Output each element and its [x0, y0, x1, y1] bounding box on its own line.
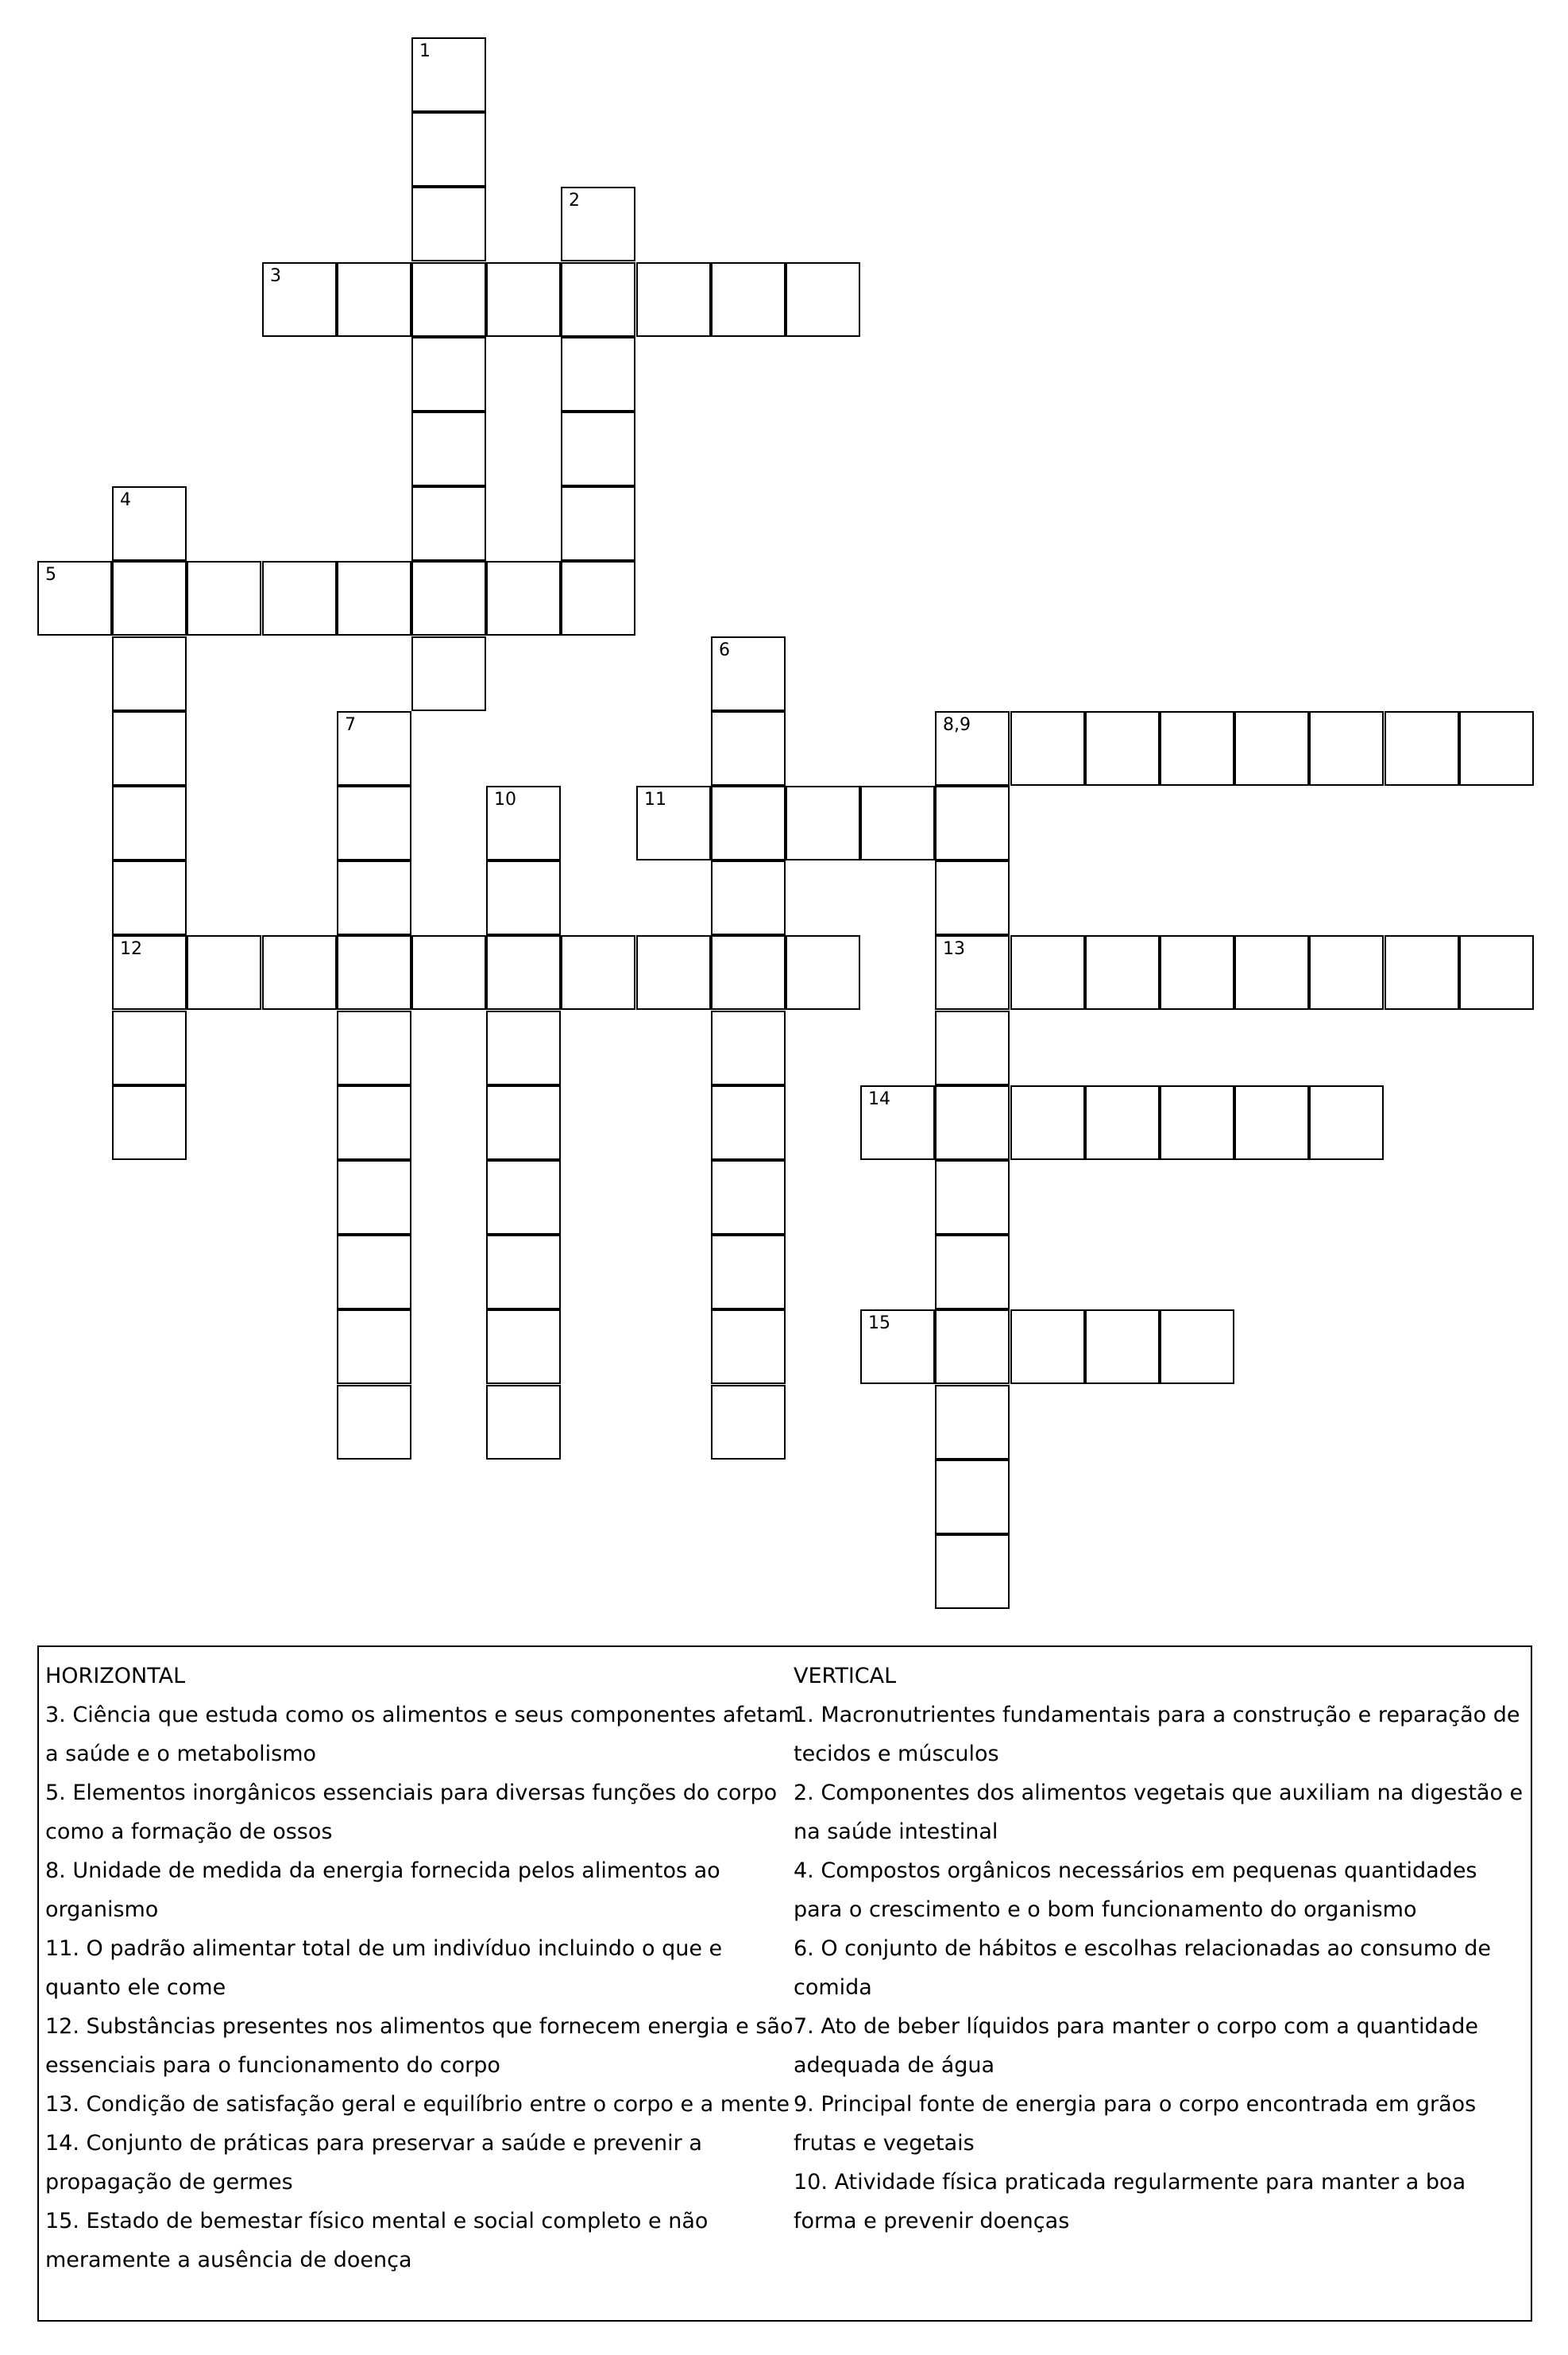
- clue-h14: 14. Conjunto de práticas para preservar a saúde e prevenir a propagação de germes: [45, 2131, 702, 2195]
- grid-cell[interactable]: [112, 486, 187, 561]
- grid-cell[interactable]: [711, 786, 786, 860]
- grid-cell[interactable]: [711, 1011, 786, 1085]
- grid-cell[interactable]: [561, 337, 635, 412]
- grid-cell[interactable]: [711, 1235, 786, 1309]
- grid-cell[interactable]: [37, 561, 112, 636]
- grid-cell[interactable]: [1085, 935, 1160, 1010]
- grid-cell[interactable]: [112, 1085, 187, 1160]
- grid-cell[interactable]: [561, 486, 635, 561]
- clue-v4: 4. Compostos orgânicos necessários em pequenas quantidades para o crescimento e o bom funcionamento do organismo: [794, 1858, 1477, 1922]
- clue-h12: 12. Substâncias presentes nos alimentos que fornecem energia e são essenciais para o funcionamento do corpo: [45, 2014, 794, 2078]
- clue-number: 6: [719, 640, 730, 660]
- grid-cell[interactable]: [561, 412, 635, 486]
- clue-v6: 6. O conjunto de hábitos e escolhas relacionadas ao consumo de comida: [794, 1936, 1491, 2000]
- clue-number: 8,9: [943, 715, 971, 735]
- grid-cell[interactable]: [262, 935, 337, 1010]
- clue-v2: 2. Componentes dos alimentos vegetais que auxiliam na digestão e na saúde intestinal: [794, 1781, 1524, 1844]
- clue-number: 3: [270, 266, 281, 286]
- clue-v1: 1. Macronutrientes fundamentais para a construção e reparação de tecidos e músculos: [794, 1703, 1520, 1766]
- grid-cell[interactable]: [262, 561, 337, 636]
- clue-h5: 5. Elementos inorgânicos essenciais para diversas funções do corpo como a formação de ossos: [45, 1781, 778, 1844]
- grid-cell[interactable]: [486, 561, 561, 636]
- grid-cell[interactable]: [561, 935, 635, 1010]
- grid-cell[interactable]: [337, 1309, 411, 1384]
- grid-cell[interactable]: [786, 786, 860, 860]
- grid-cell[interactable]: [1160, 711, 1234, 786]
- clue-box: [37, 1645, 1532, 2322]
- grid-cell[interactable]: [1309, 935, 1384, 1010]
- clue-h15: 15. Estado de bemestar físico mental e social completo e não meramente a ausência de doença: [45, 2209, 709, 2272]
- grid-cell[interactable]: [1234, 711, 1309, 786]
- grid-cell[interactable]: [1160, 935, 1234, 1010]
- clue-h3: 3. Ciência que estuda como os alimentos e seus componentes afetam a saúde e o metabolismo: [45, 1703, 799, 1766]
- grid-cell[interactable]: [337, 262, 411, 337]
- grid-cell[interactable]: [1010, 1085, 1085, 1160]
- grid-cell[interactable]: [1160, 1309, 1234, 1384]
- grid-cell[interactable]: [112, 636, 187, 711]
- grid-cell[interactable]: [935, 1085, 1010, 1160]
- grid-cell[interactable]: [1085, 711, 1160, 786]
- grid-cell[interactable]: [935, 1460, 1010, 1534]
- grid-cell[interactable]: [486, 1235, 561, 1309]
- grid-cell[interactable]: [112, 786, 187, 860]
- grid-cell[interactable]: [1085, 1085, 1160, 1160]
- clue-h8: 8. Unidade de medida da energia fornecida pelos alimentos ao organismo: [45, 1858, 720, 1922]
- grid-cell[interactable]: [860, 1309, 935, 1384]
- grid-cell[interactable]: [337, 1160, 411, 1235]
- clue-h13: 13. Condição de satisfação geral e equilíbrio entre o corpo e a mente: [45, 2092, 790, 2117]
- grid-cell[interactable]: [337, 1011, 411, 1085]
- grid-cell[interactable]: [486, 1011, 561, 1085]
- horizontal-clues: [45, 1657, 800, 2280]
- grid-cell[interactable]: [411, 262, 486, 337]
- horizontal-title: HORIZONTAL: [45, 1664, 186, 1688]
- grid-cell[interactable]: [337, 1235, 411, 1309]
- grid-cell[interactable]: [561, 262, 635, 337]
- grid-cell[interactable]: [337, 711, 411, 786]
- grid-cell[interactable]: [486, 1085, 561, 1160]
- clue-number: 5: [45, 565, 56, 585]
- grid-cell[interactable]: [486, 786, 561, 860]
- grid-cell[interactable]: [935, 860, 1010, 935]
- clue-v7: 7. Ato de beber líquidos para manter o corpo com a quantidade adequada de água: [794, 2014, 1478, 2078]
- grid-cell[interactable]: [1309, 711, 1384, 786]
- grid-cell[interactable]: [636, 935, 711, 1010]
- grid-cell[interactable]: [486, 1160, 561, 1235]
- grid-cell[interactable]: [711, 1085, 786, 1160]
- clue-number: 11: [644, 790, 666, 810]
- grid-cell[interactable]: [711, 636, 786, 711]
- grid-cell[interactable]: [337, 786, 411, 860]
- grid-cell[interactable]: [411, 412, 486, 486]
- grid-cell[interactable]: [1010, 711, 1085, 786]
- grid-cell[interactable]: [636, 786, 711, 860]
- grid-cell[interactable]: [337, 1085, 411, 1160]
- grid-cell[interactable]: [1234, 1085, 1309, 1160]
- grid-cell[interactable]: [935, 1011, 1010, 1085]
- grid-cell[interactable]: [1459, 935, 1534, 1010]
- grid-cell[interactable]: [411, 187, 486, 261]
- grid-cell[interactable]: [1234, 935, 1309, 1010]
- grid-cell[interactable]: [187, 561, 261, 636]
- clue-v10: 10. Atividade física praticada regularmente para manter a boa forma e prevenir doenças: [794, 2170, 1466, 2233]
- grid-cell[interactable]: [786, 935, 860, 1010]
- grid-cell[interactable]: [486, 1385, 561, 1460]
- clue-number: 10: [494, 790, 516, 810]
- grid-cell[interactable]: [411, 112, 486, 187]
- grid-cell[interactable]: [1385, 935, 1459, 1010]
- grid-cell[interactable]: [112, 860, 187, 935]
- clue-number: 2: [569, 191, 580, 211]
- clue-v9: 9. Principal fonte de energia para o corpo encontrada em grãos frutas e vegetais: [794, 2092, 1477, 2156]
- grid-cell[interactable]: [711, 860, 786, 935]
- grid-cell[interactable]: [112, 711, 187, 786]
- grid-cell[interactable]: [411, 636, 486, 711]
- grid-cell[interactable]: [411, 486, 486, 561]
- vertical-clues: [794, 1657, 1528, 2241]
- grid-cell[interactable]: [711, 711, 786, 786]
- vertical-title: VERTICAL: [794, 1664, 897, 1688]
- grid-cell[interactable]: [1010, 935, 1085, 1010]
- clue-number: 4: [120, 490, 131, 510]
- grid-cell[interactable]: [337, 561, 411, 636]
- grid-cell[interactable]: [486, 262, 561, 337]
- grid-cell[interactable]: [337, 1385, 411, 1460]
- grid-cell[interactable]: [262, 262, 337, 337]
- grid-cell[interactable]: [411, 337, 486, 412]
- clue-number: 15: [868, 1313, 890, 1333]
- grid-cell[interactable]: [337, 860, 411, 935]
- grid-cell[interactable]: [486, 935, 561, 1010]
- grid-cell[interactable]: [860, 1085, 935, 1160]
- clue-number: 1: [419, 41, 431, 61]
- grid-cell[interactable]: [1459, 711, 1534, 786]
- grid-cell[interactable]: [935, 1235, 1010, 1309]
- clue-number: 13: [943, 939, 965, 959]
- grid-cell[interactable]: [935, 1160, 1010, 1235]
- grid-cell[interactable]: [935, 711, 1010, 786]
- grid-cell[interactable]: [1160, 1085, 1234, 1160]
- grid-cell[interactable]: [935, 935, 1010, 1010]
- grid-cell[interactable]: [860, 786, 935, 860]
- grid-cell[interactable]: [411, 935, 486, 1010]
- grid-cell[interactable]: [935, 1309, 1010, 1384]
- grid-cell[interactable]: [411, 37, 486, 112]
- grid-cell[interactable]: [112, 935, 187, 1010]
- grid-cell[interactable]: [486, 860, 561, 935]
- grid-cell[interactable]: [935, 1385, 1010, 1460]
- grid-cell[interactable]: [935, 1534, 1010, 1609]
- grid-cell[interactable]: [711, 262, 786, 337]
- clue-number: 7: [345, 715, 356, 735]
- grid-cell[interactable]: [486, 1309, 561, 1384]
- grid-cell[interactable]: [711, 1385, 786, 1460]
- clue-h11: 11. O padrão alimentar total de um indivíduo incluindo o que e quanto ele come: [45, 1936, 723, 2000]
- grid-cell[interactable]: [1309, 1085, 1384, 1160]
- clue-number: 14: [868, 1089, 890, 1109]
- grid-cell[interactable]: [786, 262, 860, 337]
- grid-cell[interactable]: [1010, 1309, 1085, 1384]
- grid-cell[interactable]: [187, 935, 261, 1010]
- grid-cell[interactable]: [561, 561, 635, 636]
- grid-cell[interactable]: [561, 187, 635, 261]
- clue-number: 12: [120, 939, 142, 959]
- grid-cell[interactable]: [935, 786, 1010, 860]
- grid-cell[interactable]: [411, 561, 486, 636]
- grid-cell[interactable]: [711, 1160, 786, 1235]
- grid-cell[interactable]: [337, 935, 411, 1010]
- grid-cell[interactable]: [1385, 711, 1459, 786]
- grid-cell[interactable]: [711, 1309, 786, 1384]
- grid-cell[interactable]: [636, 262, 711, 337]
- grid-cell[interactable]: [112, 1011, 187, 1085]
- grid-cell[interactable]: [711, 935, 786, 1010]
- grid-cell[interactable]: [1085, 1309, 1160, 1384]
- grid-cell[interactable]: [112, 561, 187, 636]
